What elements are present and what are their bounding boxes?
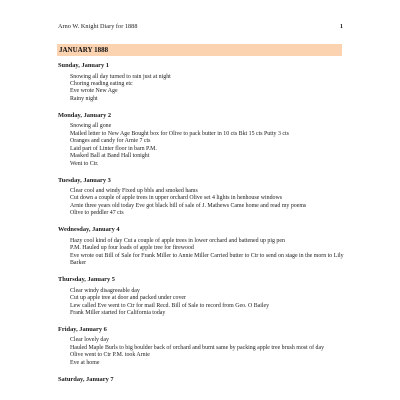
entry-line: Laid part of Linter floor in barn P.M. xyxy=(70,145,157,152)
entry-lines xyxy=(58,188,345,218)
entry-line: Clear cool and windy Fixed up bbls and smoked hams xyxy=(70,188,198,195)
entry-line: Hauled Maple Burls to big boulder back of orchard and burnt same by packing apple tree brush most of day xyxy=(70,344,325,351)
entry-lines xyxy=(58,123,345,168)
entry-line: P.M. Hauled up four loads of apple tree for firewood xyxy=(70,245,194,252)
entry-line: Mailed letter to New Age Bought box for Olive to pack butter in 10 cts Bkt 15 cts Putty 3 cts xyxy=(70,130,289,137)
diary-entry xyxy=(58,62,348,103)
entry-line: Eve wrote out Bill of Sale for Frank Miller to Annie Miller Carried butter to Ctr to send on stage in the morn to Lily Barker xyxy=(70,252,344,267)
entry-line: Masked Ball at Band Hall tonight xyxy=(70,153,150,160)
entry-line: Choring reading eating etc xyxy=(70,80,133,87)
page-number: 1 xyxy=(339,23,343,30)
entry-line: Went to Ctr. xyxy=(70,160,99,167)
running-header: Arno W. Knight Diary for 1888 xyxy=(58,23,138,30)
entry-line: Clear windy disagreeable day xyxy=(70,287,140,294)
entry-line: Cut up apple tree at door and packed under cover xyxy=(70,295,186,302)
diary-entry xyxy=(58,177,348,218)
entry-line: Cut down a couple of apple trees in upper orchard Olive set 4 lights in henhouse windows xyxy=(70,195,283,202)
diary-entry xyxy=(58,226,348,267)
entry-lines xyxy=(58,288,345,318)
entry-lines xyxy=(58,74,345,104)
entry-line: Frank Miller started for California today xyxy=(70,310,166,317)
entry-date: Thursday, January 5 xyxy=(58,276,116,284)
diary-entry xyxy=(58,326,348,367)
entry-line: Lew called Eve went to Ctr for mail Recd. Bill of Sale to record from Geo. O Bailey xyxy=(70,302,270,309)
entry-line: Olive to peddler 47 cts xyxy=(70,210,124,217)
entry-line: Eve at home xyxy=(70,359,100,366)
entry-line: Clear lovely day xyxy=(70,337,109,344)
entry-date: Monday, January 2 xyxy=(58,111,112,119)
entry-line: Oranges and candy for Arnie 7 cts xyxy=(70,138,151,145)
entry-date: Tuesday, January 3 xyxy=(58,176,111,184)
diary-entries xyxy=(58,62,348,392)
diary-entry xyxy=(58,112,348,168)
entry-lines xyxy=(58,337,345,367)
diary-entry xyxy=(58,376,348,384)
entry-line: Arnie three years old today Eve got black bill of sale of J. Mathews Came home and read my poems xyxy=(70,202,307,209)
entry-lines xyxy=(58,238,345,268)
entry-line: Snowing all day turned to rain just at night xyxy=(70,73,171,80)
entry-line: Eve wrote New Age xyxy=(70,88,118,95)
entry-line: Rainy night xyxy=(70,95,98,102)
diary-entry xyxy=(58,276,348,317)
month-heading: JANUARY 1888 xyxy=(59,46,109,54)
entry-date: Sunday, January 1 xyxy=(58,62,109,69)
entry-date: Friday, January 6 xyxy=(58,325,107,333)
entry-date: Saturday, January 7 xyxy=(58,375,114,383)
entry-line: Hazy cool kind of day Cut a couple of apple trees in lower orchard and battened up pig pen xyxy=(70,237,285,244)
month-heading-bar xyxy=(57,44,342,56)
entry-line: Olive went to Ctr P.M. took Arnie xyxy=(70,352,150,359)
entry-line: Snowing all gone xyxy=(70,123,112,130)
entry-date: Wednesday, January 4 xyxy=(58,226,120,234)
